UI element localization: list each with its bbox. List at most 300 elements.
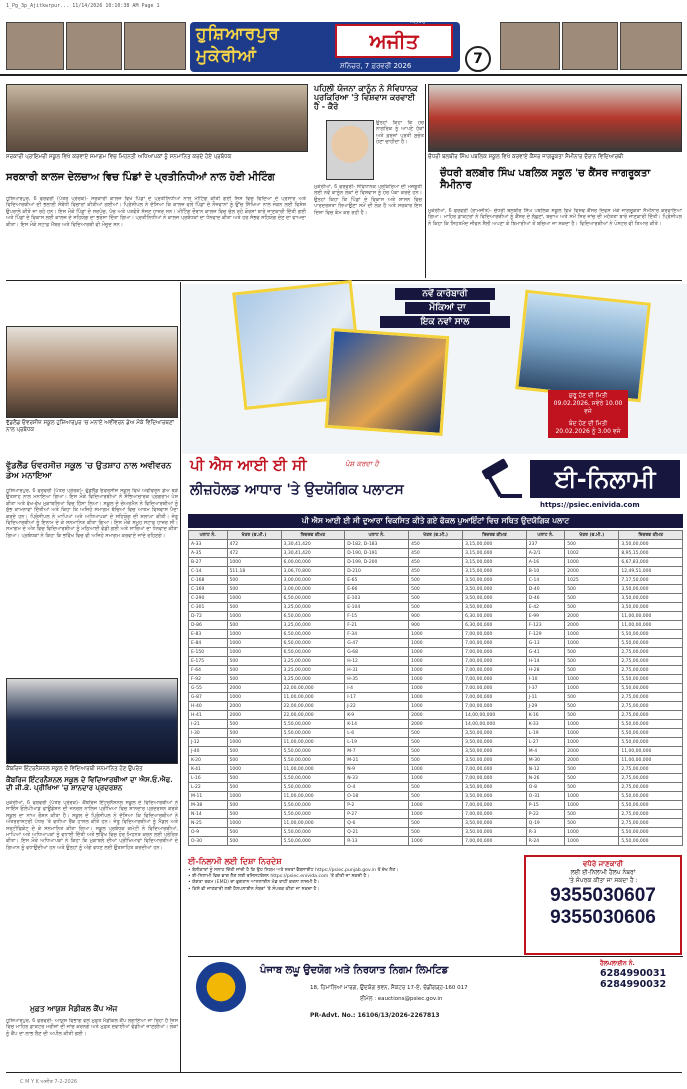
table-cell: 2,75,00,000 [619, 657, 683, 666]
print-slug: 1_Pg_3p_Ajitkwrpur... 11/14/2026 10:10:38 AM Page 1 [6, 3, 160, 9]
table-cell: 11,00,00,000 [619, 621, 683, 630]
table-cell: 1002 [565, 549, 619, 558]
table-cell: 500 [409, 576, 463, 585]
table-cell: H-31 [345, 666, 409, 675]
table-cell: 3,30,41,420 [281, 540, 345, 549]
table-cell: 472 [227, 540, 281, 549]
table-cell: R-3 [526, 828, 565, 837]
table-cell: 2000 [565, 567, 619, 576]
table-cell: 2000 [227, 684, 281, 693]
table-cell: D-182, D-183 [345, 540, 409, 549]
table-cell: F-92 [189, 675, 228, 684]
table-cell: 3,25,00,000 [281, 603, 345, 612]
table-header-cell: ਖੇਤਰ (ਵ.ਮੀ.) [409, 531, 463, 540]
table-cell: 450 [409, 558, 463, 567]
table-cell: 6,67,83,000 [619, 558, 683, 567]
table-cell: 500 [409, 828, 463, 837]
instruction-item: • ਈ-ਨਿਲਾਮੀ ਵਿਚ ਭਾਗ ਲੈਣ ਲਈ ਰਜਿਸਟਰੇਸ਼ਨ https://psiec.enivida.com 'ਤੇ ਕੀਤੀ ਜਾ ਸਕਦੀ ਹੈ। [188, 874, 370, 880]
table-cell: R-13 [345, 837, 409, 846]
table-cell: K-33 [526, 720, 565, 729]
table-cell: 1000 [409, 774, 463, 783]
table-cell: D-46 [526, 594, 565, 603]
table-cell: 3,00,00,000 [281, 576, 345, 585]
table-cell: 5,50,00,000 [619, 738, 683, 747]
table-cell: 237 [526, 540, 565, 549]
headline-medical-camp: ਮੁਫ਼ਤ ਆਯੁਸ਼ ਮੈਡੀਕਲ ਕੈਂਪ ਅੱਜ [30, 1004, 118, 1013]
table-cell: 6,30,00,000 [463, 621, 527, 630]
table-row [189, 711, 683, 720]
table-cell: 3,25,00,000 [281, 666, 345, 675]
photo-seminar [428, 84, 682, 152]
table-cell: 1000 [227, 558, 281, 567]
table-cell: 500 [565, 657, 619, 666]
table-cell: 3,00,00,000 [281, 585, 345, 594]
table-cell: 1000 [565, 738, 619, 747]
table-row [189, 819, 683, 828]
table-cell: R-24 [526, 837, 565, 846]
table-cell: 500 [227, 801, 281, 810]
table-cell: 3,50,00,000 [463, 738, 527, 747]
table-cell: C-169 [189, 585, 228, 594]
table-cell: D-190, D-191 [345, 549, 409, 558]
table-cell: E-99 [526, 612, 565, 621]
table-cell: I-17 [345, 693, 409, 702]
table-cell: 5,50,00,000 [619, 639, 683, 648]
table-cell: 2000 [409, 711, 463, 720]
table-cell: 7,00,00,000 [463, 657, 527, 666]
table-cell: 2,75,00,000 [619, 819, 683, 828]
ad-enilami-title: ਈ-ਨਿਲਾਮੀ [530, 460, 680, 498]
table-cell: 500 [565, 810, 619, 819]
table-cell: 6,50,00,000 [281, 594, 345, 603]
article-body: ਹੁਸ਼ਿਆਰਪੁਰ, 6 ਫਰਵਰੀ (ਪੱਤਰ ਪ੍ਰੇਰਕ)- ਵੁੱਡਲੈਂਡ ਓਵਰਸੀਜ਼ ਸਕੂਲ ਵਿਖੇ ਅਵੀਵਰਨ ਡੇਅ ਬੜੇ ਉਤਸ਼ਾਹ ਨਾਲ ਮਨਾਇਆ ਗਿਆ। ਇਸ ਮੌਕੇ ਵਿਦਿਆਰਥੀਆਂ ਨੇ ਸੱਭਿਆਚਾਰਕ ਪ੍ਰੋਗਰਾਮ ਪੇਸ਼ ਕੀਤਾ ਅਤੇ ਵੱਖ-ਵੱਖ ਮੁਕਾਬਲਿਆਂ ਵਿਚ ਹਿੱਸਾ ਲਿਆ। ਸਕੂਲ ਦੇ ਚੇਅਰਮੈਨ ਨੇ ਵਿਦਿਆਰਥੀਆਂ ਨੂੰ ਸ਼ੁੱਭ ਕਾਮਨਾਵਾਂ ਦਿੱਤੀਆਂ ਅਤੇ ਕਿਹਾ ਕਿ ਅਜਿਹੇ ਸਮਾਗਮ ਬੱਚਿਆਂ ਵਿਚ ਆਤਮ ਵਿਸ਼ਵਾਸ ਪੈਦਾ ਕਰਦੇ ਹਨ। ਪ੍ਰਿੰਸੀਪਲ ਨੇ ਮਾਪਿਆਂ ਅਤੇ ਅਧਿਆਪਕਾਂ ਦੇ ਸਹਿਯੋਗ ਦੀ ਸ਼ਲਾਘਾ ਕੀਤੀ। ਜੇਤੂ ਵਿਦਿਆਰਥੀਆਂ ਨੂੰ ਇਨਾਮ ਦੇ ਕੇ ਸਨਮਾਨਿਤ ਕੀਤਾ ਗਿਆ। ਇਸ ਮੌਕੇ ਸਮੂਹ ਸਟਾਫ਼ ਹਾਜ਼ਰ ਸੀ। ਸਮਾਗਮ ਦੇ ਅੰਤ ਵਿਚ ਵਿਦਿਆਰਥੀਆਂ ਨੂੰ ਮਠਿਆਈ ਵੰਡੀ ਗਈ ਅਤੇ ਸਾਰਿਆਂ ਦਾ ਧੰਨਵਾਦ ਕੀਤਾ ਗਿਆ। ਪ੍ਰਬੰਧਕਾਂ ਨੇ ਕਿਹਾ ਕਿ ਭਵਿੱਖ ਵਿਚ ਵੀ ਅਜਿਹੇ ਸਮਾਗਮ ਕਰਵਾਏ ਜਾਂਦੇ ਰਹਿਣਗੇ। [6, 488, 178, 539]
table-row [189, 585, 683, 594]
bid-start-value: 09.02.2026, ਸਵੇਰੇ 10.00 ਵਜੇ [553, 400, 623, 415]
table-cell: 5,50,00,000 [281, 747, 345, 756]
table-cell: 500 [227, 774, 281, 783]
masthead-photo-left-2 [66, 22, 122, 70]
photo-caption: ਵੁੱਡਲੈਂਡ ਓਵਰਸੀਜ਼ ਸਕੂਲ ਹੁਸ਼ਿਆਰਪੁਰ 'ਚ ਮਨਾਏ ਅਵੀਵਰਨ ਡੇਅ ਮੌਕੇ ਵਿਦਿਆਰਥਣਾਂ ਨਾਲ ਪ੍ਰਬੰਧਕ [6, 420, 174, 433]
table-cell: J-11 [526, 693, 565, 702]
table-row [189, 693, 683, 702]
table-cell: 3,25,00,000 [281, 675, 345, 684]
table-cell: 1000 [227, 594, 281, 603]
helpline-phone-2[interactable]: 6284990032 [600, 979, 667, 990]
table-cell: G-87 [189, 693, 228, 702]
table-cell: 2000 [565, 747, 619, 756]
table-cell: 3,06,70,800 [281, 567, 345, 576]
table-cell: 500 [565, 585, 619, 594]
table-cell: 11,00,00,000 [281, 765, 345, 774]
table-cell: 500 [409, 729, 463, 738]
table-cell: 450 [409, 567, 463, 576]
helpline-phone-1[interactable]: 6284990031 [600, 968, 667, 979]
table-cell: 500 [227, 585, 281, 594]
table-row [189, 639, 683, 648]
table-cell: 1000 [565, 558, 619, 567]
table-cell: 1000 [565, 630, 619, 639]
table-cell: N-26 [526, 774, 565, 783]
edition-subtitle: ਮੁਕੇਰੀਆਂ [196, 46, 257, 66]
table-cell: 500 [409, 783, 463, 792]
table-header-cell: ਰਿਜ਼ਰਵ ਕੀਮਤ [463, 531, 527, 540]
helpline-box [524, 855, 682, 955]
table-cell: 5,50,00,000 [619, 837, 683, 846]
helpline-label: ਹੈਲਪਲਾਈਨ ਨੰ. [600, 960, 635, 967]
table-cell: 511.18 [227, 567, 281, 576]
table-cell: 3,50,00,000 [463, 603, 527, 612]
ad-lease-heading: ਲੀਜ਼ਹੋਲਡ ਆਧਾਰ 'ਤੇ ਉਦਯੋਗਿਕ ਪਲਾਟਸ [190, 482, 404, 498]
table-row [189, 540, 683, 549]
table-cell: E-83 [189, 630, 228, 639]
table-cell: O-9 [189, 828, 228, 837]
bid-end-value: 20.02.2026 ਨੂੰ 3.00 ਵਜੇ [555, 428, 621, 435]
table-cell: I-4 [345, 684, 409, 693]
table-row [189, 837, 683, 846]
table-cell: 7,00,00,000 [463, 702, 527, 711]
table-cell: D-86 [189, 621, 228, 630]
table-cell: O-30 [189, 837, 228, 846]
table-cell: 2,75,00,000 [619, 702, 683, 711]
table-cell: 500 [227, 657, 281, 666]
table-cell: 6,50,00,000 [281, 630, 345, 639]
help-number-2[interactable]: 9355030606 [550, 907, 656, 928]
table-cell: 500 [227, 720, 281, 729]
table-cell: 500 [565, 666, 619, 675]
table-cell: 5,50,00,000 [619, 828, 683, 837]
table-cell: 1000 [227, 639, 281, 648]
table-cell: L-19 [526, 729, 565, 738]
table-cell: 2,75,00,000 [619, 711, 683, 720]
table-row [189, 720, 683, 729]
newspaper-logo: ਅਜੀਤ [335, 24, 453, 58]
table-cell: 500 [227, 837, 281, 846]
table-cell: 3,15,00,000 [463, 567, 527, 576]
bid-end-box [548, 418, 628, 438]
table-cell: P-27 [345, 810, 409, 819]
table-cell: 7,17,50,000 [619, 576, 683, 585]
table-cell: P-15 [526, 801, 565, 810]
table-cell: O-4 [345, 783, 409, 792]
table-cell: I-21 [189, 720, 228, 729]
table-cell: 1000 [227, 612, 281, 621]
table-cell: 7,00,00,000 [463, 684, 527, 693]
plots-table-wrapper [188, 530, 683, 852]
masthead-photo-right-2 [562, 22, 618, 70]
table-cell: N-14 [189, 810, 228, 819]
table-cell: 11,00,00,000 [281, 738, 345, 747]
table-cell: E-104 [345, 603, 409, 612]
table-cell: A-2/1 [526, 549, 565, 558]
table-cell: 1000 [565, 837, 619, 846]
table-cell: J-29 [526, 702, 565, 711]
corporation-email[interactable]: ਈਮੇਲ : eauctions@psiec.gov.in [360, 996, 443, 1002]
corp-helpline [600, 960, 666, 990]
masthead-photo-right-1 [500, 22, 560, 70]
headline-woodland: ਵੁੱਡਲੈਂਡ ਓਵਰਸੀਜ਼ ਸਕੂਲ 'ਚ ਉਤਸ਼ਾਹ ਨਾਲ ਅਵੀਵਰਨ ਡੇਅ ਮਨਾਇਆ [6, 461, 172, 481]
table-cell: N-12 [526, 765, 565, 774]
table-cell: Q-6 [345, 819, 409, 828]
bid-start-label: ਸ਼ੁਰੂ ਹੋਣ ਦੀ ਮਿਤੀ [568, 392, 608, 399]
article-body: ਹੁਸ਼ਿਆਰਪੁਰ, 6 ਫਰਵਰੀ (ਪੱਤਰ ਪ੍ਰੇਰਕ)- ਸਰਕਾਰੀ ਕਾਲਜ ਵਿਖੇ ਪਿੰਡਾਂ ਦੇ ਪ੍ਰਤੀਨਿਧੀਆਂ ਨਾਲ ਮੀਟਿੰਗ ਕੀਤੀ ਗਈ ਜਿਸ ਵਿਚ ਵਿਦਿਆ ਦੇ ਪ੍ਰਸਾਰ ਅਤੇ ਵਿਦਿਆਰਥੀਆਂ ਦੀ ਭਲਾਈ ਸੰਬੰਧੀ ਵਿਚਾਰਾਂ ਕੀਤੀਆਂ ਗਈਆਂ। ਪ੍ਰਿੰਸੀਪਲ ਨੇ ਦੱਸਿਆ ਕਿ ਕਾਲਜ ਵਲੋਂ ਪਿੰਡਾਂ ਦੇ ਨੌਜਵਾਨਾਂ ਨੂੰ ਉੱਚ ਸਿੱਖਿਆ ਨਾਲ ਜੋੜਨ ਲਈ ਵਿਸ਼ੇਸ਼ ਉਪਰਾਲੇ ਕੀਤੇ ਜਾ ਰਹੇ ਹਨ। ਇਸ ਮੌਕੇ ਪਿੰਡਾਂ ਦੇ ਸਰਪੰਚ, ਪੰਚ ਅਤੇ ਪਤਵੰਤੇ ਸੱਜਣ ਹਾਜ਼ਰ ਸਨ। ਮੀਟਿੰਗ ਦੌਰਾਨ ਕਾਲਜ ਵਿਚ ਚੱਲ ਰਹੇ ਕੋਰਸਾਂ ਬਾਰੇ ਜਾਣਕਾਰੀ ਦਿੱਤੀ ਗਈ ਅਤੇ ਪਿੰਡਾਂ ਦੇ ਵਿਕਾਸ ਲਈ ਕਾਲਜ ਦੇ ਸਹਿਯੋਗ ਦਾ ਭਰੋਸਾ ਦਿੱਤਾ ਗਿਆ। ਪ੍ਰਤੀਨਿਧੀਆਂ ਨੇ ਕਾਲਜ ਪ੍ਰਬੰਧਕਾਂ ਦਾ ਧੰਨਵਾਦ ਕੀਤਾ ਅਤੇ ਹਰ ਸੰਭਵ ਸਹਿਯੋਗ ਦੇਣ ਦਾ ਵਾਅਦਾ ਕੀਤਾ। ਇਸ ਮੌਕੇ ਸਟਾਫ਼ ਮੈਂਬਰ ਅਤੇ ਵਿਦਿਆਰਥੀ ਵੀ ਮੌਜੂਦ ਸਨ। [6, 196, 306, 228]
page-bottom-rule [6, 1072, 682, 1073]
table-header-cell: ਪਲਾਟ ਨੰ. [345, 531, 409, 540]
table-cell: 1000 [565, 801, 619, 810]
corporation-name: ਪੰਜਾਬ ਲਘੂ ਉਦਯੋਗ ਅਤੇ ਨਿਰਯਾਤ ਨਿਗਮ ਲਿਮਟਿਡ [260, 965, 449, 976]
table-cell: 500 [565, 540, 619, 549]
table-cell: O-18 [345, 792, 409, 801]
table-cell: 3,15,00,000 [463, 540, 527, 549]
table-cell: 5,50,00,000 [281, 837, 345, 846]
table-cell: 5,50,00,000 [281, 720, 345, 729]
table-cell: O-8 [526, 783, 565, 792]
table-cell: 11,00,00,000 [281, 819, 345, 828]
table-cell: 5,50,00,000 [281, 756, 345, 765]
edition-place: ਜਲੰਧਰ [410, 18, 426, 25]
table-cell: Q-21 [345, 828, 409, 837]
table-row [189, 792, 683, 801]
table-cell: A-33 [189, 540, 228, 549]
table-cell: 2,75,00,000 [619, 666, 683, 675]
table-cell: 1000 [409, 684, 463, 693]
table-cell: F-34 [345, 630, 409, 639]
table-cell: 500 [227, 783, 281, 792]
photo-caption: ਚੌਧਰੀ ਬਲਬੀਰ ਸਿੰਘ ਪਬਲਿਕ ਸਕੂਲ ਵਿਖੇ ਕਰਵਾਏ ਕੈਂਸਰ ਜਾਗਰੂਕਤਾ ਸੈਮੀਨਾਰ ਦੌਰਾਨ ਵਿਦਿਆਰਥੀ [428, 154, 624, 160]
help-subtitle-1: ਲਈ ਈ-ਨਿਲਾਮੀ ਹੈਲਪ ਨੰਬਰਾਂ [570, 869, 636, 876]
table-cell: A-16 [526, 558, 565, 567]
table-cell: 3,50,00,000 [463, 585, 527, 594]
table-header-cell: ਖੇਤਰ (ਵ.ਮੀ.) [565, 531, 619, 540]
table-cell: 5,50,00,000 [281, 729, 345, 738]
table-cell: 22,00,00,000 [281, 702, 345, 711]
table-row [189, 675, 683, 684]
ad-band: ਪੀ ਐਸ ਆਈ ਈ ਸੀ ਦੁਆਰਾ ਵਿਕਸਿਤ ਕੀਤੇ ਗਏ ਫੋਕਲ ਪੁਆਇੰਟਾਂ ਵਿਚ ਸਥਿਤ ਉਦਯੋਗਿਕ ਪਲਾਟ [188, 514, 683, 528]
photo-cambridge-students [6, 678, 178, 764]
table-cell: 7,00,00,000 [463, 837, 527, 846]
table-cell: 1000 [227, 693, 281, 702]
table-cell: 1000 [227, 630, 281, 639]
table-row [189, 666, 683, 675]
table-cell: 1000 [227, 765, 281, 774]
table-cell: 1000 [565, 729, 619, 738]
table-cell: 500 [565, 819, 619, 828]
table-row [189, 621, 683, 630]
table-cell: 6,00,00,000 [281, 558, 345, 567]
instructions-list [188, 868, 518, 893]
table-cell: 500 [565, 594, 619, 603]
headline-top-center: ਪਹਿਲੀ ਯੋਜਨਾ ਕਾਨੂੰਨ ਨੇ ਸੰਵਿਧਾਨਕ ਪ੍ਰਕਿਰਿਆ 'ਤੇ ਵਿਸ਼ਵਾਸ ਕਰਵਾਈ ਹੈ - ਕੈਰੋ [314, 83, 418, 112]
table-cell: 5,50,00,000 [281, 828, 345, 837]
table-cell: 7,00,00,000 [463, 801, 527, 810]
bid-end-label: ਬੰਦ ਹੋਣ ਦੀ ਮਿਤੀ [568, 420, 608, 427]
table-cell: 500 [227, 621, 281, 630]
ad-psiec-title: ਪੀ ਐਸ ਆਈ ਈ ਸੀ [190, 456, 307, 474]
table-cell: 3,30,41,420 [281, 549, 345, 558]
table-cell: 5,50,00,000 [619, 720, 683, 729]
table-cell: C-14 [526, 576, 565, 585]
table-cell: 1000 [409, 639, 463, 648]
table-cell: 500 [409, 792, 463, 801]
masthead-photo-left-1 [6, 22, 64, 70]
table-cell: 3,50,00,000 [619, 585, 683, 594]
table-cell: 900 [409, 621, 463, 630]
table-cell: L-6 [345, 729, 409, 738]
table-cell: 2000 [565, 612, 619, 621]
table-cell: 450 [409, 549, 463, 558]
table-cell: 500 [227, 603, 281, 612]
ad-offer-text: ਪੇਸ਼ ਕਰਦਾ ਹੈ [345, 460, 379, 468]
table-cell: 14,00,00,000 [463, 711, 527, 720]
table-cell: Q-19 [526, 819, 565, 828]
table-cell: 3,25,00,000 [281, 621, 345, 630]
table-cell: 5,50,00,000 [281, 810, 345, 819]
table-cell: 472 [227, 549, 281, 558]
table-cell: 2000 [227, 702, 281, 711]
table-cell: H-14 [526, 657, 565, 666]
table-cell: 6,50,00,000 [281, 612, 345, 621]
table-cell: 500 [227, 729, 281, 738]
headline-cambridge: ਕੈਂਬਰਿਜ ਇੰਟਰਨੈਸ਼ਨਲ ਸਕੂਲ ਦੇ ਵਿਦਿਆਰਥੀਆਂ ਦਾ ਐਸ.ਓ.ਐਫ. ਦੀ ਜੀ.ਕੇ. ਪ੍ਰੀਖਿਆ 'ਚ ਸ਼ਾਨਦਾਰ ਪ੍ਰਦਰਸ਼ਨ [6, 775, 173, 793]
table-header-cell: ਪਲਾਟ ਨੰ. [189, 531, 228, 540]
help-number-1[interactable]: 9355030607 [550, 885, 656, 906]
table-cell: 7,00,00,000 [463, 648, 527, 657]
table-cell: 2000 [565, 756, 619, 765]
table-cell: 3,50,00,000 [463, 819, 527, 828]
table-cell: 500 [227, 756, 281, 765]
table-row [189, 747, 683, 756]
ad-tagline-1: ਨਵੇਂ ਕਾਰੋਬਾਰੀ [395, 288, 495, 300]
table-row [189, 729, 683, 738]
table-cell: 1000 [565, 792, 619, 801]
table-cell: 5,50,00,000 [619, 729, 683, 738]
table-header-cell: ਰਿਜ਼ਰਵ ਕੀਮਤ [619, 531, 683, 540]
table-cell: 2,75,00,000 [619, 810, 683, 819]
table-cell: E-175 [189, 657, 228, 666]
table-row [189, 567, 683, 576]
table-cell: 2000 [409, 720, 463, 729]
table-cell: 5,50,00,000 [619, 801, 683, 810]
table-cell: N-9 [345, 765, 409, 774]
table-cell: 7,00,00,000 [463, 666, 527, 675]
table-cell: 1000 [409, 657, 463, 666]
table-cell: 7,00,00,000 [463, 630, 527, 639]
table-cell: L-22 [189, 783, 228, 792]
table-cell: 3,50,00,000 [619, 594, 683, 603]
table-cell: 2000 [565, 621, 619, 630]
table-row [189, 756, 683, 765]
table-cell: 500 [409, 819, 463, 828]
table-header-cell: ਰਿਜ਼ਰਵ ਕੀਮਤ [281, 531, 345, 540]
table-cell: 7,00,00,000 [463, 765, 527, 774]
table-row [189, 765, 683, 774]
table-cell: 3,15,00,000 [463, 549, 527, 558]
table-row [189, 783, 683, 792]
table-cell: 5,50,00,000 [619, 684, 683, 693]
table-cell: G-41 [526, 648, 565, 657]
plots-table [188, 530, 683, 846]
table-row [189, 612, 683, 621]
table-row [189, 603, 683, 612]
table-cell: 500 [409, 756, 463, 765]
table-cell: 500 [227, 828, 281, 837]
table-cell: L-16 [189, 774, 228, 783]
ad-image-worker [325, 328, 450, 436]
table-row [189, 828, 683, 837]
table-cell: G-47 [345, 639, 409, 648]
table-cell: F-15 [345, 612, 409, 621]
table-cell: 1000 [409, 837, 463, 846]
table-cell: E-103 [345, 594, 409, 603]
table-cell: 11,00,00,000 [619, 756, 683, 765]
table-cell: E-150 [189, 648, 228, 657]
table-cell: I-37 [526, 684, 565, 693]
table-cell: 500 [565, 648, 619, 657]
table-cell: 3,50,00,000 [463, 783, 527, 792]
table-row [189, 702, 683, 711]
table-cell: 1000 [409, 648, 463, 657]
table-cell: 5,50,00,000 [619, 630, 683, 639]
table-cell: 500 [565, 711, 619, 720]
table-cell: 3,50,00,000 [463, 594, 527, 603]
table-cell: F-64 [189, 666, 228, 675]
psiec-logo [196, 962, 246, 1012]
table-cell: K-14 [345, 720, 409, 729]
ad-image-plant [515, 290, 651, 403]
photo-caption: ਕੈਂਬਰਿਜ ਇੰਟਰਨੈਸ਼ਨਲ ਸਕੂਲ ਦੇ ਵਿਦਿਆਰਥੀ ਸਨਮਾਨਿਤ ਹੋਣ ਉਪਰੰਤ [6, 766, 143, 772]
table-header-row [189, 531, 683, 540]
table-cell: 3,15,00,000 [463, 558, 527, 567]
table-cell: K-16 [526, 711, 565, 720]
table-cell: 1000 [227, 792, 281, 801]
table-cell: G-68 [345, 648, 409, 657]
table-cell: 11,00,00,000 [619, 747, 683, 756]
table-cell: H-41 [189, 711, 228, 720]
table-cell: 8,95,15,000 [619, 549, 683, 558]
table-cell: 1000 [409, 810, 463, 819]
table-cell: 11,00,00,000 [619, 612, 683, 621]
table-cell: C-168 [189, 576, 228, 585]
table-cell: F-21 [345, 621, 409, 630]
table-cell: I-10 [526, 675, 565, 684]
instruction-item: • ਬੋਲੀਕਾਰਾਂ ਨੂੰ ਸਲਾਹ ਦਿੱਤੀ ਜਾਂਦੀ ਹੈ ਕਿ ਉਹ ਨਿਯਮ ਅਤੇ ਸ਼ਰਤਾਂ ਵੈੱਬਸਾਈਟ https://psiec.punjab.gov.in ਤੋਂ ਦੇਖ ਲੈਣ। [188, 868, 399, 873]
ad-url-link[interactable]: https://psiec.enivida.com [540, 501, 640, 509]
table-cell: F-129 [526, 630, 565, 639]
masthead-photo-right-3 [620, 22, 682, 70]
help-title: ਵਧੇਰੇ ਜਾਣਕਾਰੀ [583, 860, 623, 868]
pr-advt-number: PR-Advt. No.: 16106/13/2026-2267813 [310, 1012, 440, 1019]
table-cell: 5,50,00,000 [281, 774, 345, 783]
table-cell: 500 [565, 783, 619, 792]
article-body: ਹੁਸ਼ਿਆਰਪੁਰ, 6 ਫਰਵਰੀ- ਆਯੁਸ਼ ਵਿਭਾਗ ਵਲੋਂ ਮੁਫ਼ਤ ਮੈਡੀਕਲ ਕੈਂਪ ਲਗਾਇਆ ਜਾ ਰਿਹਾ ਹੈ ਜਿਸ ਵਿਚ ਮਾਹਿਰ ਡਾਕਟਰ ਮਰੀਜ਼ਾਂ ਦੀ ਜਾਂਚ ਕਰਨਗੇ ਅਤੇ ਮੁਫ਼ਤ ਦਵਾਈਆਂ ਵੰਡੀਆਂ ਜਾਣਗੀਆਂ। ਲੋਕਾਂ ਨੂੰ ਕੈਂਪ ਦਾ ਲਾਭ ਲੈਣ ਦੀ ਅਪੀਲ ਕੀਤੀ ਗਈ। [6, 1018, 178, 1037]
photo-woodland-school [6, 326, 178, 418]
ad-tagline-2: ਮੌਕਿਆਂ ਦਾ [405, 302, 490, 314]
table-cell: 3,50,00,000 [463, 576, 527, 585]
table-cell: 3,50,00,000 [463, 756, 527, 765]
table-cell: 1000 [565, 675, 619, 684]
table-header-cell: ਖੇਤਰ (ਵ.ਮੀ.) [227, 531, 281, 540]
table-cell: 1000 [565, 684, 619, 693]
table-row [189, 684, 683, 693]
portrait-photo [326, 120, 374, 180]
column-divider [425, 84, 426, 278]
edition-title: ਹੁਸ਼ਿਆਰਪੁਰ [196, 24, 280, 44]
table-cell: 500 [565, 603, 619, 612]
table-cell: 3,50,00,000 [463, 828, 527, 837]
bottom-slug: C M Y K ਅਜੀਤ 7-2-2026 [20, 1079, 78, 1085]
table-cell: 5,50,00,000 [281, 783, 345, 792]
table-cell: D-40 [526, 585, 565, 594]
table-cell: 500 [227, 747, 281, 756]
